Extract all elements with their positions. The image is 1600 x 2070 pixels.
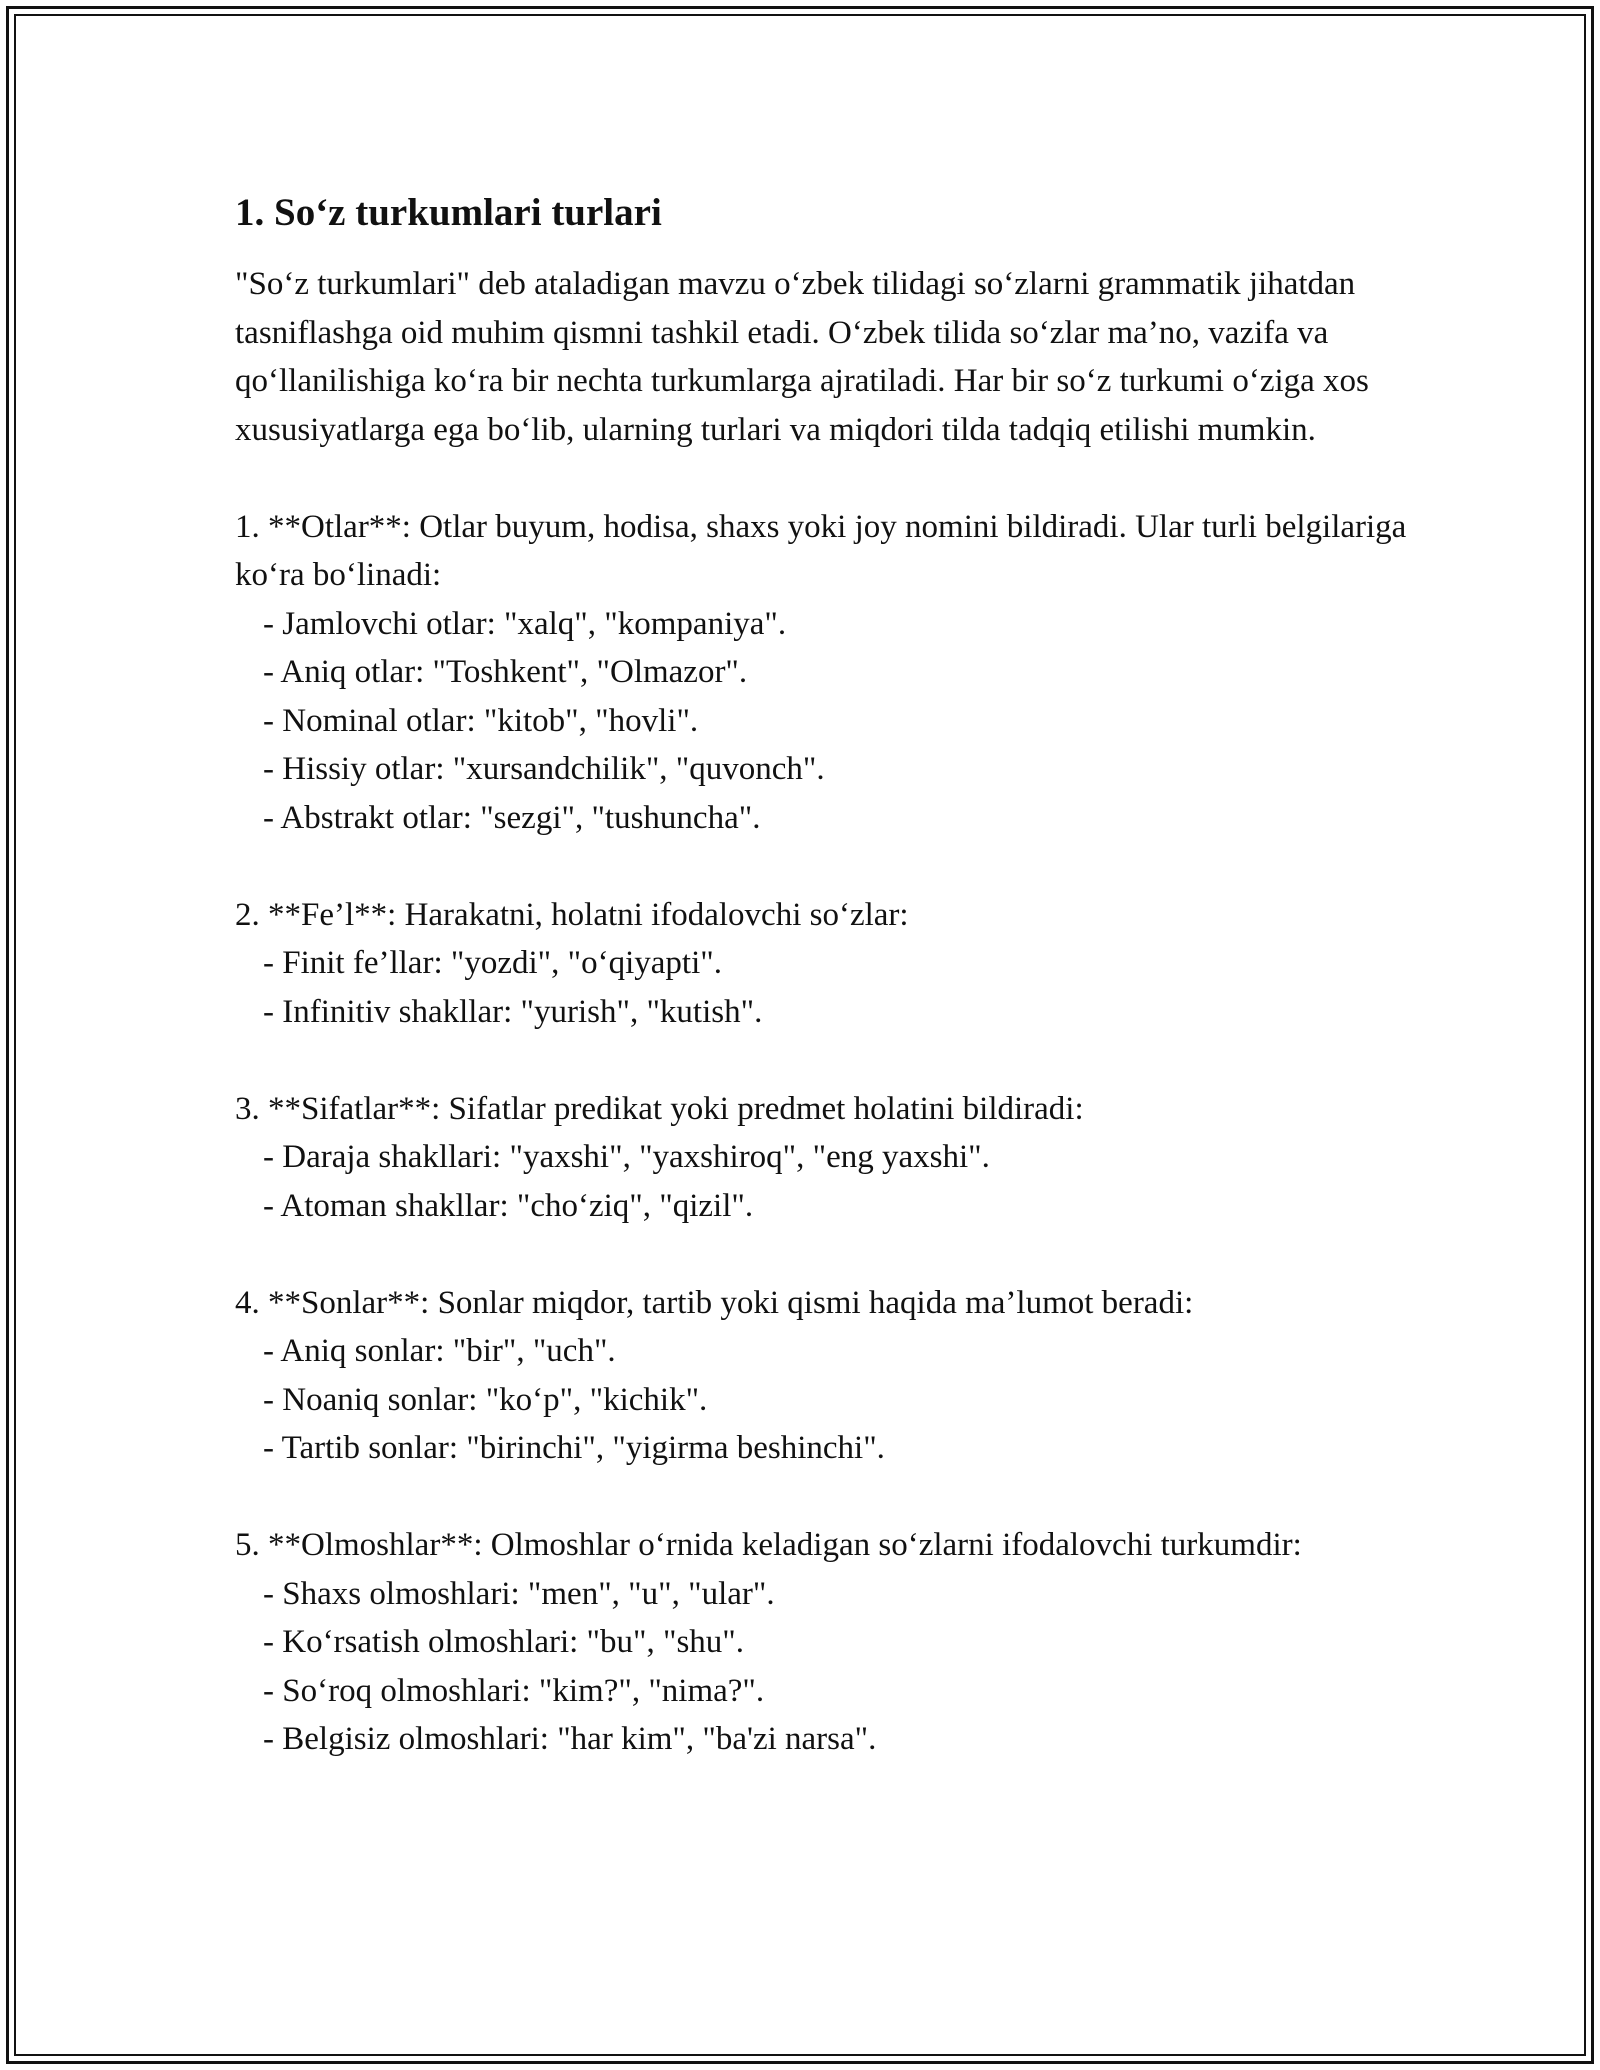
list-item: - So‘roq olmoshlari: "kim?", "nima?". (263, 1672, 765, 1709)
section-lead: 3. **Sifatlar**: Sifatlar predikat yoki predmet holatini bildiradi: (235, 1090, 1084, 1127)
list-item: - Aniq otlar: "Toshkent", "Olmazor". (263, 654, 748, 690)
list-item: - Jamlovchi otlar: "xalq", "kompaniya". (263, 605, 787, 642)
document-body (235, 186, 1415, 1764)
document-heading: 1. So‘z turkumlari turlari (235, 191, 662, 234)
list-item: - Belgisiz olmoshlari: "har kim", "ba'zi narsa". (263, 1721, 877, 1757)
list-item: - Nominal otlar: "kitob", "hovli". (263, 702, 699, 739)
section-lead: 2. **Fe’l**: Harakatni, holatni ifodalovchi so‘zlar: (235, 896, 909, 933)
intro-paragraph: "So‘z turkumlari" deb ataladigan mavzu o‘zbek tilidagi so‘zlarni grammatik jihatdan tasniflashga oid muhim qismni tashkil etadi. O‘zbek tilida so‘zlar ma’no, vazifa va qo‘llanilishiga ko‘ra bir nechta turkumlarga ajratiladi. Har bir so‘z turkumi o‘ziga xos xususiyatlarga ega bo‘lib, ularning turlari va miqdori tilda tadqiq etilishi mumkin. (235, 266, 1369, 448)
list-item: - Tartib sonlar: "birinchi", "yigirma beshinchi". (263, 1430, 885, 1466)
list-item: - Abstrakt otlar: "sezgi", "tushuncha". (263, 799, 761, 836)
section-fel (235, 891, 1415, 1037)
list-item: - Shaxs olmoshlari: "men", "u", "ular". (263, 1575, 775, 1612)
list-item: - Ko‘rsatish olmoshlari: "bu", "shu". (263, 1624, 745, 1660)
section-sifatlar (235, 1085, 1415, 1231)
section-lead: 5. **Olmoshlar**: Olmoshlar o‘rnida keladigan so‘zlarni ifodalovchi turkumdir: (235, 1527, 1302, 1563)
list-item: - Daraja shakllari: "yaxshi", "yaxshiroq", "eng yaxshi". (263, 1139, 990, 1175)
section-lead: 4. **Sonlar**: Sonlar miqdor, tartib yoki qismi haqida ma’lumot beradi: (235, 1284, 1194, 1321)
section-lead: 1. **Otlar**: Otlar buyum, hodisa, shaxs yoki joy nomini bildiradi. Ular turli belgilariga ko‘ra bo‘linadi: (235, 508, 1407, 593)
list-item: - Aniq sonlar: "bir", "uch". (263, 1333, 616, 1369)
section-sonlar (235, 1279, 1415, 1473)
list-item: - Atoman shakllar: "cho‘ziq", "qizil". (263, 1187, 754, 1224)
section-olmoshlar (235, 1521, 1415, 1764)
section-otlar (235, 503, 1415, 843)
list-item: - Noaniq sonlar: "ko‘p", "kichik". (263, 1381, 708, 1418)
list-item: - Finit fe’llar: "yozdi", "o‘qiyapti". (263, 945, 722, 981)
list-item: - Hissiy otlar: "xursandchilik", "quvonch". (263, 751, 825, 787)
list-item: - Infinitiv shakllar: "yurish", "kutish". (263, 993, 763, 1030)
